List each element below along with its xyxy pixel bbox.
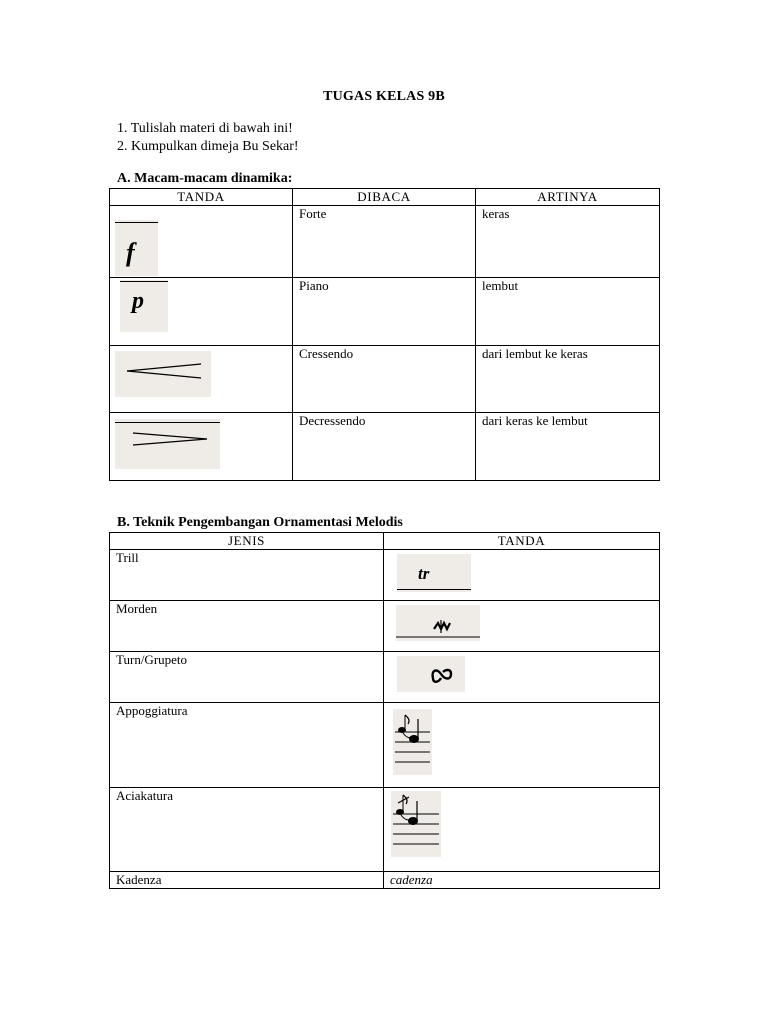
jenis-cell: Kadenza (110, 872, 384, 889)
dibaca-cell: Decressendo (293, 413, 476, 481)
table-row (110, 206, 660, 278)
tanda-cell (384, 788, 660, 872)
table-row (110, 413, 660, 481)
crescendo-hairpin-icon (115, 351, 211, 397)
appoggiatura-icon (393, 709, 432, 775)
header-tanda: TANDA (384, 533, 660, 550)
jenis-cell: Turn/Grupeto (110, 652, 384, 703)
decrescendo-hairpin-icon (115, 419, 220, 469)
turn-icon (397, 656, 465, 692)
instruction-1: 1. Tulislah materi di bawah ini! (117, 121, 293, 136)
symbol-cell (110, 278, 293, 346)
table-row (110, 788, 660, 872)
mordent-icon (396, 605, 480, 641)
symbol-cell (110, 206, 293, 278)
section-b-title: B. Teknik Pengembangan Ornamentasi Melodis (117, 515, 403, 530)
table-header-row (110, 189, 660, 206)
trill-icon: tr (397, 554, 471, 592)
table-row (110, 872, 660, 889)
acciaccatura-icon (391, 791, 441, 857)
dibaca-cell: Piano (293, 278, 476, 346)
header-jenis: JENIS (110, 533, 384, 550)
table-row (110, 601, 660, 652)
tanda-cell (384, 703, 660, 788)
header-dibaca: DIBACA (293, 189, 476, 206)
tanda-cell (384, 601, 660, 652)
symbol-cell (110, 413, 293, 481)
tanda-cell (384, 550, 660, 601)
jenis-cell: Appoggiatura (110, 703, 384, 788)
artinya-cell: lembut (476, 278, 660, 346)
artinya-cell: keras (476, 206, 660, 278)
section-a-title: A. Macam-macam dinamika: (117, 171, 293, 186)
table-row (110, 346, 660, 413)
artinya-cell: dari keras ke lembut (476, 413, 660, 481)
artinya-cell: dari lembut ke keras (476, 346, 660, 413)
table-header-row (110, 533, 660, 550)
ornament-table (109, 532, 660, 889)
dibaca-cell: Cressendo (293, 346, 476, 413)
page-title: TUGAS KELAS 9B (323, 89, 445, 104)
tanda-cell (384, 652, 660, 703)
symbol-cell (110, 346, 293, 413)
table-row (110, 703, 660, 788)
table-row (110, 550, 660, 601)
tanda-cell: cadenza (384, 872, 660, 889)
jenis-cell: Morden (110, 601, 384, 652)
header-artinya: ARTINYA (476, 189, 660, 206)
piano-symbol-icon: p (120, 280, 168, 332)
dynamics-table (109, 188, 660, 481)
jenis-cell: Aciakatura (110, 788, 384, 872)
instruction-2: 2. Kumpulkan dimeja Bu Sekar! (117, 139, 299, 154)
dibaca-cell: Forte (293, 206, 476, 278)
jenis-cell: Trill (110, 550, 384, 601)
table-row (110, 652, 660, 703)
forte-symbol-icon: f (115, 220, 158, 276)
table-row (110, 278, 660, 346)
header-tanda: TANDA (110, 189, 293, 206)
